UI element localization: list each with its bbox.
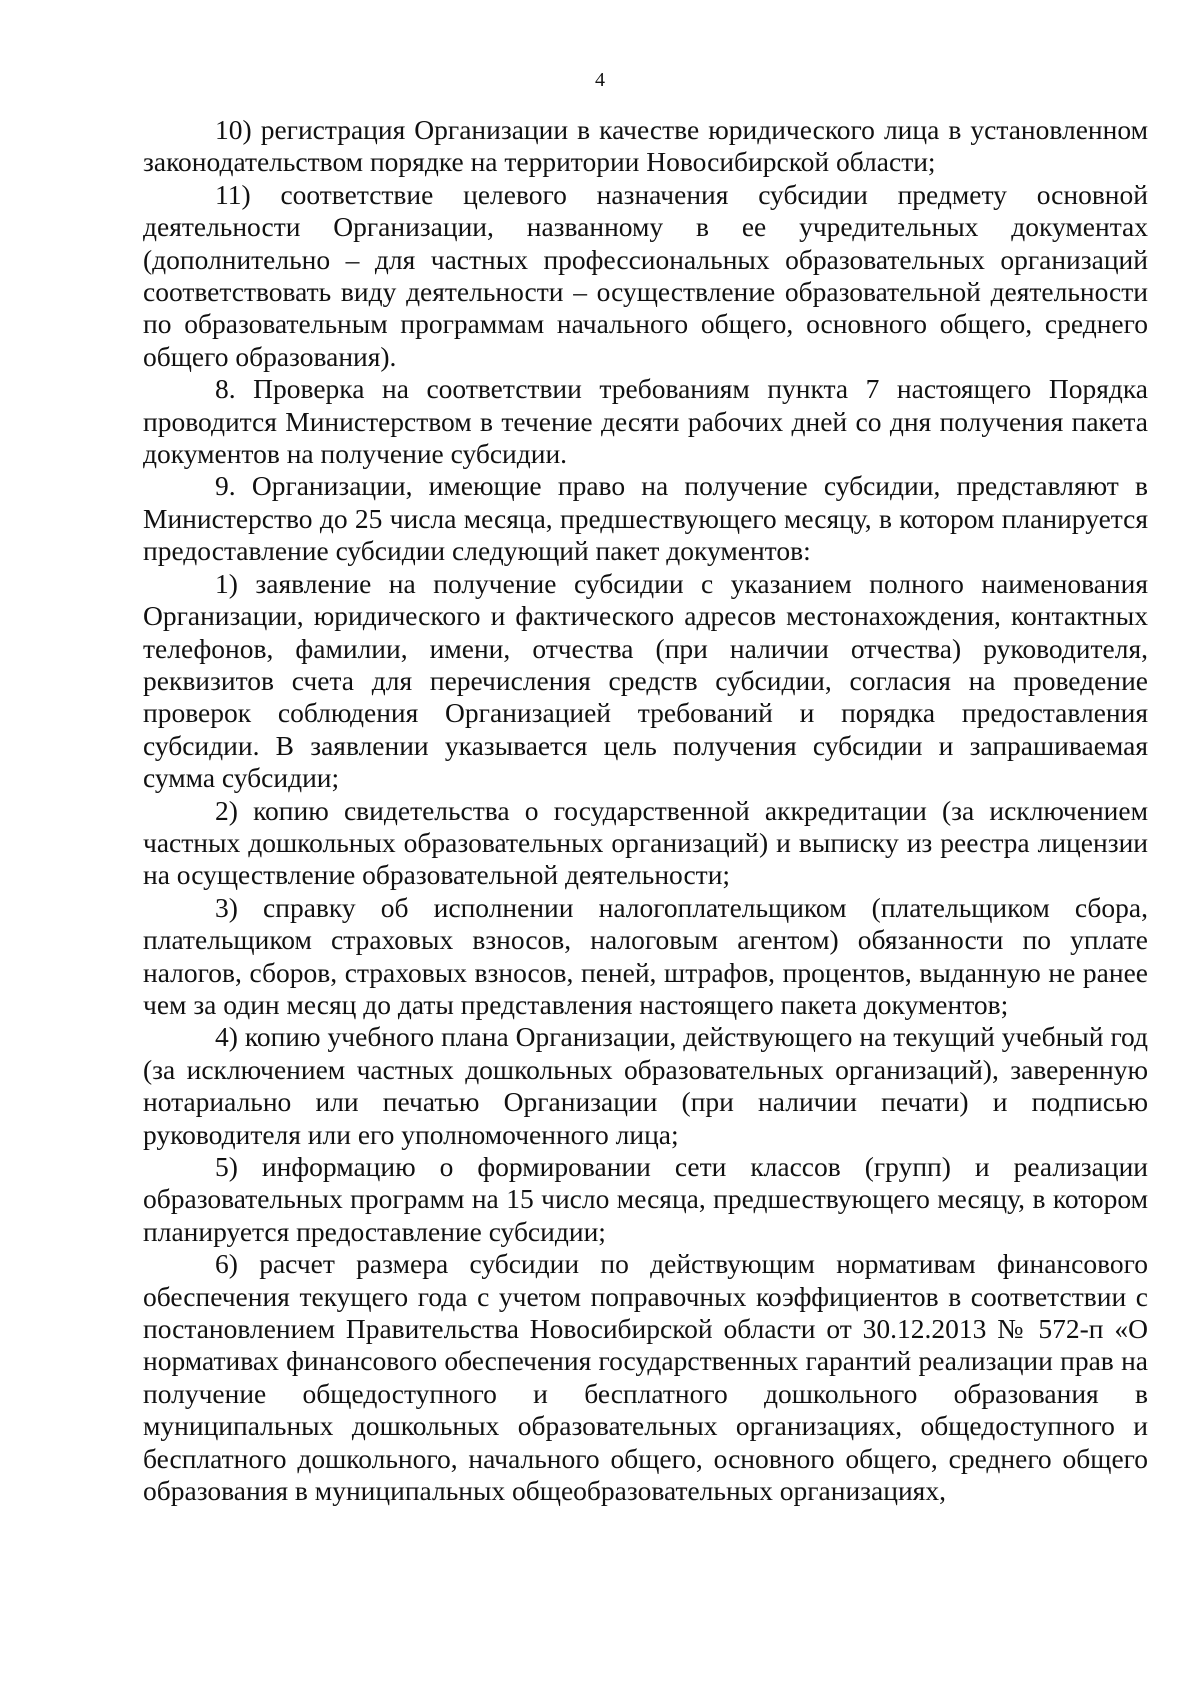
document-body xyxy=(143,114,1148,1507)
paragraph-item-10: 10) регистрация Организации в качестве юридического лица в установленном законодательством порядке на территории Новосибирской области; xyxy=(143,114,1148,178)
paragraph-document-1: 1) заявление на получение субсидии с указанием полного наименования Организации, юридического и фактического адресов местонахождения, контактных телефонов, фамилии, имени, отчества (при наличии отчества) руководителя, реквизитов счета для перечисления средств субсидии, согласия на проведение проверок соблюдения Организацией требований и порядка предоставления субсидии. В заявлении указывается цель получения субсидии и запрашиваемая сумма субсидии; xyxy=(143,567,1148,794)
paragraph-document-6: 6) расчет размера субсидии по действующим нормативам финансового обеспечения текущего года с учетом поправочных коэффициентов в соответствии с постановлением Правительства Новосибирской области от 30.12.2013 № 572-п «О нормативах финансового обеспечения государственных гарантий реализации прав на получение общедоступного и бесплатного дошкольного образования в муниципальных дошкольных образовательных организациях, общедоступного и бесплатного дошкольного, начального общего, основного общего, среднего общего образования в муниципальных общеобразовательных организациях, xyxy=(143,1248,1148,1507)
paragraph-document-4: 4) копию учебного плана Организации, действующего на текущий учебный год (за исключением частных дошкольных образовательных организаций), заверенную нотариально или печатью Организации (при наличии печати) и подписью руководителя или его уполномоченного лица; xyxy=(143,1021,1148,1150)
paragraph-document-3: 3) справку об исполнении налогоплательщиком (плательщиком сбора, плательщиком страховых взносов, налоговым агентом) обязанности по уплате налогов, сборов, страховых взносов, пеней, штрафов, процентов, выданную не ранее чем за один месяц до даты представления настоящего пакета документов; xyxy=(143,891,1148,1020)
paragraph-clause-9: 9. Организации, имеющие право на получение субсидии, представляют в Министерство до 25 числа месяца, предшествующего месяцу, в котором планируется предоставление субсидии следующий пакет документов: xyxy=(143,470,1148,567)
paragraph-document-5: 5) информацию о формировании сети классов (групп) и реализации образовательных программ на 15 число месяца, предшествующего месяцу, в котором планируется предоставление субсидии; xyxy=(143,1151,1148,1247)
paragraph-item-11: 11) соответствие целевого назначения субсидии предмету основной деятельности Организации, названному в ее учредительных документах (дополнительно – для частных профессиональных образовательных организаций соответствовать виду деятельности – осуществление образовательной деятельности по образовательным программам начального общего, основного общего, среднего общего образования). xyxy=(143,178,1148,372)
paragraph-clause-8: 8. Проверка на соответствии требованиям пункта 7 настоящего Порядка проводится Министерством в течение десяти рабочих дней со дня получения пакета документов на получение субсидии. xyxy=(143,373,1148,470)
paragraph-document-2: 2) копию свидетельства о государственной аккредитации (за исключением частных дошкольных образовательных организаций) и выписку из реестра лицензии на осуществление образовательной деятельности; xyxy=(143,794,1148,891)
page-number: 4 xyxy=(595,69,605,91)
